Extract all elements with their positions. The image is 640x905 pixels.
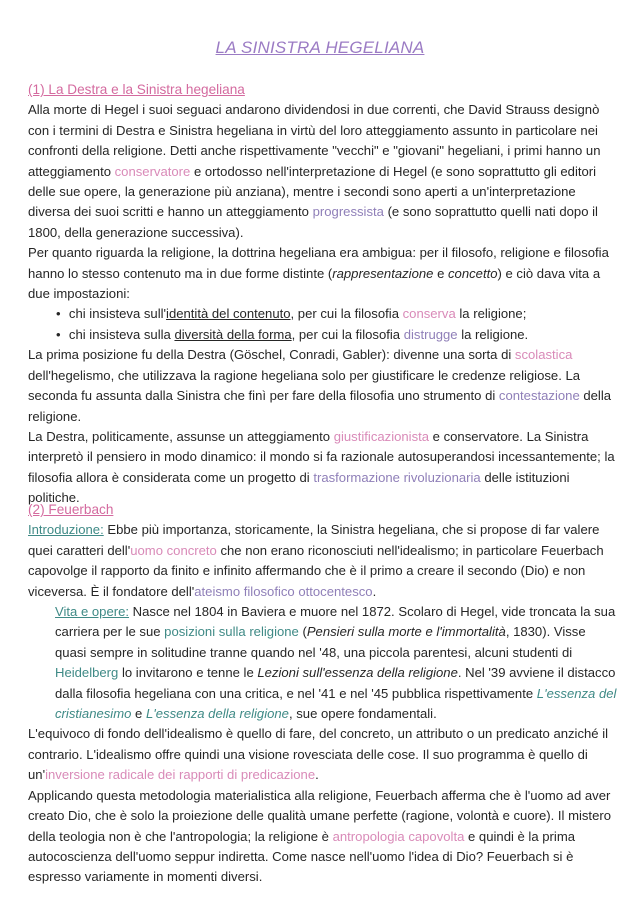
section-1-heading: (1) La Destra e la Sinistra hegeliana: [28, 82, 245, 97]
section-2-heading: (2) Feuerbach: [28, 502, 114, 517]
page-title: LA SINISTRA HEGELIANA: [215, 38, 425, 57]
paragraph-vita-opere: Vita e opere: Nasce nel 1804 in Baviera e muore nel 1872. Scolaro di Hegel, vide troncata la sua carriera per le sue posizioni sulla religione (Pensieri sulla morte e l'immortalità, 1830). Visse quasi sempre in solitudine tranne quando nel '48, una piccola parentesi, alcuni studenti di Heidelberg lo invitarono e tenne le Lezioni sull'essenza della religione. Nel '39 avviene il distacco dalla filosofia hegeliana con una critica, e nel '41 e nel '45 pubblica rispettivamente L'essenza del cristianesimo e L'essenza della religione, sue opere fondamentali.: [55, 604, 617, 722]
highlight-conservatore: conservatore: [114, 163, 191, 179]
paragraph-equivoco: L'equivoco di fondo dell'idealismo è quello di fare, del concreto, un attributo o un predicato anziché il contrario. L'idealismo offre quindi una visione rovesciata delle cose. Il suo programma è quello di un'inversione radicale dei rapporti di predicazione.: [28, 726, 609, 783]
intro-label: Introduzione:: [28, 522, 104, 538]
section-2: [28, 500, 618, 888]
impostazioni-list: [28, 304, 618, 345]
paragraph-introduzione: Introduzione: Ebbe più importanza, storicamente, la Sinistra hegeliana, che si propose di far valere quei caratteri dell'uomo concreto che non erano riconosciuti nell'idealismo; in particolare Feuerbach capovolge il rapporto da finito e infinito affermando che è il primo a creare il secondo (Dio) e non viceversa. È il fondatore dell'ateismo filosofico ottocentesco.: [28, 522, 604, 599]
paragraph-posizioni: La prima posizione fu della Destra (Göschel, Conradi, Gabler): divenne una sorta di scolastica dell'hegelismo, che utilizzava la ragione hegeliana solo per giustificare le credenze religiose. La seconda fu assunta dalla Sinistra che finì per fare della filosofia uno strumento di contestazione della religione.: [28, 347, 612, 424]
highlight-progressista: progressista: [312, 204, 384, 220]
section-1: [28, 80, 618, 509]
paragraph-religione: Per quanto riguarda la religione, la dottrina hegeliana era ambigua: per il filosofo, religione e filosofia hanno lo stesso contenuto ma in due forme distinte (rappresentazione e concetto) e ciò dava vita a due impostazioni:: [28, 245, 609, 302]
paragraph-religione-feuerbach: Applicando questa metodologia materialistica alla religione, Feuerbach afferma che è l'uomo ad aver creato Dio, che è solo la proiezione delle qualità umane perfette (ragione, volontà e cuore). Il mistero della teologia non è che l'antropologia; la religione è antropologia capovolta e quindi è la prima autocoscienza dell'uomo seppur indiretta. Come nasce nell'uomo l'idea di Dio? Feuerbach si è espresso variamente in momenti diversi.: [28, 787, 611, 885]
paragraph-politica: La Destra, politicamente, assunse un atteggiamento giustificazionista e conservatore. La Sinistra interpretò il pensiero in modo dinamico: il mondo si fa razionale autosuperandosi incessantemente; la filosofia allora è considerata come un progetto di trasformazione rivoluzionaria delle istituzioni politiche.: [28, 428, 615, 506]
list-item: • chi insisteva sulla diversità della forma, per cui la filosofia distrugge la religione.: [56, 326, 529, 342]
paragraph-destra-sinistra: Alla morte di Hegel i suoi seguaci andarono dividendosi in due correnti, che David Strauss designò con i termini di Destra e Sinistra hegeliana in virtù del loro atteggiamento assunto in particolare nei confronti della religione. Detti anche rispettivamente "vecchi" e "giovani" hegeliani, i primi hanno un atteggiamento conservatore e ortodosso nell'interpretazione di Hegel (e sono soprattutto gli editori delle sue opere, la generazione più anziana), mentre i secondi sono aperti a un'interpretazione diversa dei suoi scritti e hanno un atteggiamento progressista (e sono soprattutto quelli nati dopo il 1800, della generazione successiva).: [28, 102, 601, 240]
list-item: • chi insisteva sull'identità del contenuto, per cui la filosofia conserva la religione;: [56, 306, 527, 322]
vita-label: Vita e opere:: [55, 604, 130, 620]
